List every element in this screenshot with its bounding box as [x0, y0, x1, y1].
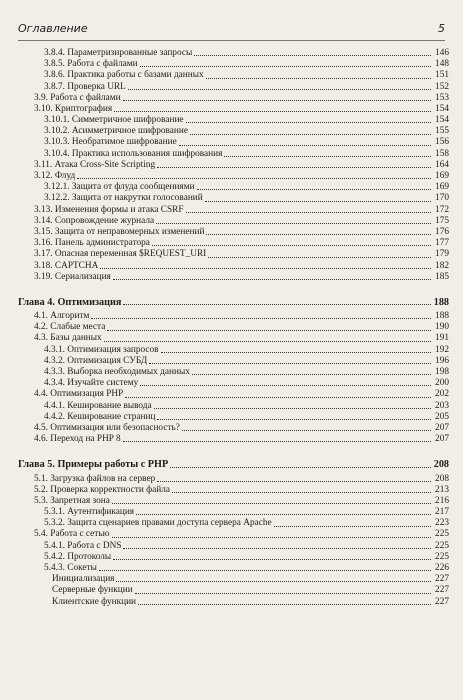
toc-entry-title: 3.10.3. Необратимое шифрование — [44, 137, 177, 148]
dot-leader — [172, 492, 431, 493]
toc-entry-page: 153 — [435, 92, 449, 103]
toc-entry — [18, 530, 449, 541]
dot-leader — [100, 268, 431, 269]
toc-entry — [18, 434, 449, 445]
toc-entry-page: 225 — [435, 540, 449, 551]
toc-entry — [18, 345, 449, 356]
toc-entry-page: 188 — [435, 311, 449, 322]
dot-leader — [91, 318, 431, 319]
toc-entry-title: 4.3. Базы данных — [34, 333, 102, 344]
dot-leader — [138, 604, 431, 605]
toc-entry-page: 158 — [435, 148, 449, 159]
toc-entry — [18, 356, 449, 367]
toc-entry — [18, 272, 449, 283]
toc-entry — [18, 412, 449, 423]
dot-leader — [123, 304, 431, 305]
toc-entry — [18, 485, 449, 496]
dot-leader — [206, 78, 431, 79]
toc-entry — [18, 261, 449, 272]
toc-entry — [18, 48, 449, 59]
dot-leader — [186, 122, 431, 123]
toc-entry-title: 3.19. Сериализация — [34, 271, 111, 282]
toc-entry-page: 213 — [435, 484, 449, 495]
toc-entry-title: 3.8.5. Работа с файлами — [44, 59, 138, 70]
toc-entry — [18, 59, 449, 70]
dot-leader — [161, 352, 431, 353]
toc-entry — [18, 563, 449, 574]
dot-leader — [182, 430, 431, 431]
toc-entry-title: 4.4.1. Кеширование вывода — [44, 400, 152, 411]
toc-entry-title: 3.8.6. Практика работы с базами данных — [44, 70, 204, 81]
toc-entry-page: 227 — [435, 585, 449, 596]
toc-entry — [18, 138, 449, 149]
dot-leader — [123, 548, 431, 549]
toc-entry-title: 4.3.1. Оптимизация запросов — [44, 344, 159, 355]
toc-entry-page: 190 — [435, 322, 449, 333]
dot-leader — [157, 419, 431, 420]
toc-entry-title: 3.10.4. Практика использования шифрования — [44, 148, 223, 159]
toc-entry-page: 225 — [435, 529, 449, 540]
toc-entry-page: 216 — [435, 495, 449, 506]
toc-entry-page: 182 — [435, 260, 449, 271]
toc-entry-page: 227 — [435, 574, 449, 585]
toc-entry-title: 3.8.7. Проверка URL — [44, 81, 126, 92]
toc-entry-title: 3.17. Опасная переменная $REQUEST_URI — [34, 249, 207, 260]
toc-entry-title: 5.1. Загрузка файлов на сервер — [34, 473, 156, 484]
toc-entry — [18, 552, 449, 563]
toc-entry — [18, 193, 449, 204]
toc-entry-title: 3.9. Работа с файлами — [34, 92, 121, 103]
toc-entry-title: 5.4.3. Сокеты — [44, 563, 97, 574]
toc-entry — [18, 334, 449, 345]
dot-leader — [192, 374, 431, 375]
toc-entry-page: 169 — [435, 182, 449, 193]
toc-entry-title: 4.6. Переход на PHP 8 — [34, 434, 121, 445]
toc-entry — [18, 82, 449, 93]
toc-entry-page: 192 — [435, 344, 449, 355]
dot-leader — [128, 89, 431, 90]
dot-leader — [205, 201, 431, 202]
dot-leader — [190, 134, 431, 135]
toc-chapter-entry — [18, 297, 449, 308]
dot-leader — [136, 514, 431, 515]
toc-entry — [18, 216, 449, 227]
dot-leader — [113, 279, 431, 280]
page-header — [18, 20, 445, 41]
toc-entry-title: 3.10. Криптография — [34, 103, 113, 114]
toc-entry-title: 5.3. Запретная зона — [34, 495, 110, 506]
toc-entry-title: 4.1. Алгоритм — [34, 311, 90, 322]
toc-entry-title: 4.4. Оптимизация PHP — [34, 389, 124, 400]
dot-leader — [179, 145, 431, 146]
toc-entry-title: 5.3.2. Защита сценариев правами доступа сервера Apache — [44, 518, 272, 529]
toc-entry-title: 3.14. Сопровождение журнала — [34, 215, 155, 226]
dot-leader — [104, 341, 431, 342]
toc-entry-title: Клиентские функции — [52, 596, 137, 607]
dot-leader — [135, 593, 431, 594]
toc-entry-page: 154 — [435, 115, 449, 126]
toc-entry-page: 152 — [435, 81, 449, 92]
toc-entry-title: Глава 4. Оптимизация — [18, 296, 122, 308]
toc-entry-page: 208 — [433, 459, 449, 471]
toc-entry-page: 202 — [435, 389, 449, 400]
toc-entry — [18, 322, 449, 333]
toc-chapter-entry — [18, 459, 449, 470]
toc-entry-page: 203 — [435, 400, 449, 411]
toc-entry-page: 188 — [433, 296, 449, 308]
toc-entry-page: 177 — [435, 238, 449, 249]
toc-entry-title: Инициализация — [52, 574, 115, 585]
dot-leader — [99, 570, 431, 571]
toc-entry-title: 3.8.4. Параметризированные запросы — [44, 47, 193, 58]
dot-leader — [77, 178, 431, 179]
toc-entry-title: 4.3.2. Оптимизация СУБД — [44, 355, 148, 366]
toc-entry-page: 172 — [435, 204, 449, 215]
toc-entry-title: 4.3.3. Выборка необходимых данных — [44, 367, 190, 378]
toc-entry-page: 185 — [435, 271, 449, 282]
dot-leader — [157, 481, 431, 482]
toc-entry — [18, 311, 449, 322]
dot-leader — [112, 537, 431, 538]
toc-entry-page: 191 — [435, 333, 449, 344]
toc-entry — [18, 249, 449, 260]
toc-entry — [18, 238, 449, 249]
toc-entry — [18, 104, 449, 115]
toc-entry — [18, 541, 449, 552]
dot-leader — [157, 167, 431, 168]
toc-entry-title: Серверные функции — [52, 585, 133, 596]
toc-entry — [18, 423, 449, 434]
toc-entry-title: Глава 5. Примеры работы с PHP — [18, 459, 169, 471]
toc-entry-page: 200 — [435, 378, 449, 389]
dot-leader — [116, 581, 431, 582]
toc-entry-page: 164 — [435, 159, 449, 170]
dot-leader — [107, 330, 431, 331]
toc-entry-title: 4.5. Оптимизация или безопасность? — [34, 422, 180, 433]
dot-leader — [112, 503, 431, 504]
toc-entry-title: 3.16. Панель администратора — [34, 238, 150, 249]
toc-entry-title: 3.10.2. Асимметричное шифрование — [44, 126, 188, 137]
toc-entry — [18, 389, 449, 400]
toc-entry-title: 4.4.2. Кеширование страниц — [44, 411, 156, 422]
toc-entry-title: 3.13. Изменения формы и атака CSRF — [34, 204, 184, 215]
toc-entry-page: 175 — [435, 215, 449, 226]
toc-entry-page: 207 — [435, 422, 449, 433]
toc-entry-title: 3.11. Атака Cross-Site Scripting — [34, 159, 156, 170]
toc-entry-page: 207 — [435, 434, 449, 445]
toc-entry — [18, 474, 449, 485]
dot-leader — [206, 234, 431, 235]
page-number: 5 — [438, 22, 445, 35]
toc-entry-page: 148 — [435, 59, 449, 70]
toc-entry-title: 3.12.2. Защита от накрутки голосований — [44, 193, 203, 204]
running-title: Оглавление — [18, 22, 88, 35]
toc-entry-page: 151 — [435, 70, 449, 81]
dot-leader — [140, 385, 431, 386]
toc-entry-title: 5.4.1. Работа с DNS — [44, 540, 122, 551]
toc-entry — [18, 160, 449, 171]
toc-entry-page: 169 — [435, 171, 449, 182]
table-of-contents — [18, 48, 449, 608]
toc-entry — [18, 597, 449, 608]
toc-entry-title: 4.2. Слабые места — [34, 322, 106, 333]
toc-entry — [18, 507, 449, 518]
dot-leader — [140, 66, 431, 67]
toc-entry-title: 3.18. CAPTCHA — [34, 260, 99, 271]
toc-entry-title: 3.15. Защита от неправомерных изменений — [34, 226, 205, 237]
toc-entry-page: 154 — [435, 103, 449, 114]
dot-leader — [208, 257, 431, 258]
toc-entry-title: 5.2. Проверка корректности файла — [34, 484, 171, 495]
toc-entry — [18, 126, 449, 137]
toc-entry-page: 155 — [435, 126, 449, 137]
toc-entry-page: 208 — [435, 473, 449, 484]
toc-entry — [18, 367, 449, 378]
dot-leader — [186, 212, 431, 213]
toc-entry-page: 227 — [435, 596, 449, 607]
toc-entry-page: 146 — [435, 47, 449, 58]
toc-entry-title: 3.10.1. Симметричное шифрование — [44, 115, 184, 126]
toc-entry-page: 198 — [435, 367, 449, 378]
dot-leader — [194, 55, 431, 56]
toc-entry-page: 156 — [435, 137, 449, 148]
dot-leader — [123, 441, 431, 442]
toc-entry-page: 223 — [435, 518, 449, 529]
toc-entry-title: 5.4.2. Протоколы — [44, 551, 112, 562]
toc-entry-page: 176 — [435, 226, 449, 237]
dot-leader — [274, 526, 431, 527]
dot-leader — [113, 559, 431, 560]
dot-leader — [197, 189, 431, 190]
toc-entry — [18, 70, 449, 81]
toc-entry — [18, 585, 449, 596]
toc-entry-page: 205 — [435, 411, 449, 422]
dot-leader — [125, 397, 431, 398]
toc-entry — [18, 93, 449, 104]
toc-entry — [18, 574, 449, 585]
toc-entry-page: 226 — [435, 563, 449, 574]
toc-entry — [18, 496, 449, 507]
dot-leader — [170, 467, 431, 468]
toc-entry-title: 4.3.4. Изучайте систему — [44, 378, 139, 389]
toc-entry — [18, 378, 449, 389]
toc-entry — [18, 115, 449, 126]
dot-leader — [152, 245, 431, 246]
toc-entry — [18, 171, 449, 182]
toc-entry-page: 225 — [435, 551, 449, 562]
dot-leader — [154, 408, 431, 409]
toc-entry-page: 217 — [435, 507, 449, 518]
toc-entry — [18, 227, 449, 238]
dot-leader — [149, 363, 431, 364]
toc-entry — [18, 518, 449, 529]
toc-entry — [18, 401, 449, 412]
toc-entry — [18, 149, 449, 160]
toc-entry — [18, 205, 449, 216]
toc-entry-page: 179 — [435, 249, 449, 260]
dot-leader — [123, 100, 431, 101]
dot-leader — [224, 156, 431, 157]
toc-entry-title: 3.12.1. Защита от флуда сообщениями — [44, 182, 195, 193]
toc-entry-title: 5.4. Работа с сетью — [34, 529, 110, 540]
toc-entry-title: 3.12. Флуд — [34, 171, 76, 182]
toc-entry — [18, 182, 449, 193]
toc-entry-page: 196 — [435, 355, 449, 366]
dot-leader — [156, 223, 431, 224]
toc-entry-title: 5.3.1. Аутентификация — [44, 507, 135, 518]
dot-leader — [114, 111, 431, 112]
toc-entry-page: 170 — [435, 193, 449, 204]
